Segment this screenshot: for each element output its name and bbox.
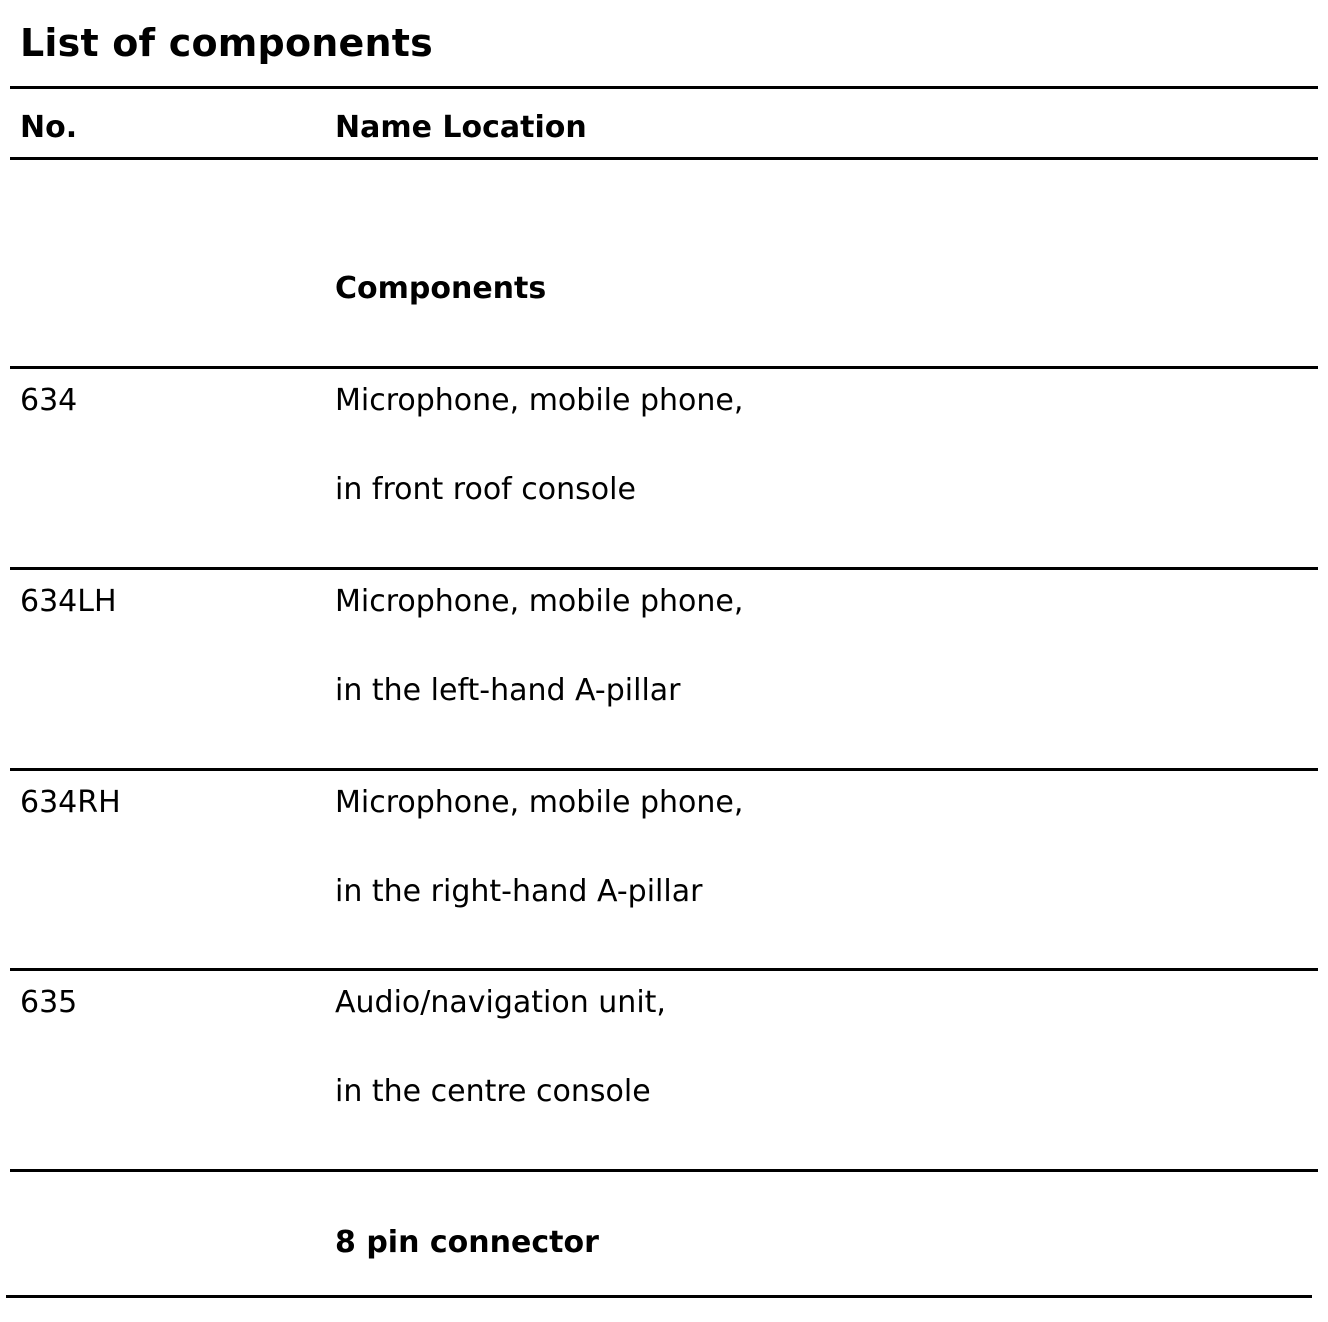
row-name: Audio/navigation unit, [335, 985, 666, 1020]
section-heading-connector: 8 pin connector [335, 1225, 599, 1260]
row-number: 634LH [20, 584, 117, 619]
row-number: 634RH [20, 785, 121, 820]
section-heading-components: Components [335, 271, 547, 306]
row-divider [10, 366, 1318, 369]
row-name: Microphone, mobile phone, [335, 584, 744, 619]
row-name: Microphone, mobile phone, [335, 383, 744, 418]
column-header-no: No. [20, 110, 78, 145]
row-location: in front roof console [335, 472, 636, 507]
row-divider [10, 567, 1318, 570]
row-number: 634 [20, 383, 78, 418]
row-divider [10, 968, 1318, 971]
row-location: in the left-hand A-pillar [335, 673, 681, 708]
header-top-rule [10, 86, 1318, 89]
page-title: List of components [20, 21, 433, 65]
row-location: in the right-hand A-pillar [335, 874, 703, 909]
row-divider [10, 1169, 1318, 1172]
row-divider [10, 768, 1318, 771]
row-location: in the centre console [335, 1074, 651, 1109]
column-header-name-location: Name Location [335, 110, 587, 145]
row-name: Microphone, mobile phone, [335, 785, 744, 820]
table-bottom-rule [6, 1295, 1312, 1298]
header-bottom-rule [10, 157, 1318, 160]
row-number: 635 [20, 985, 78, 1020]
